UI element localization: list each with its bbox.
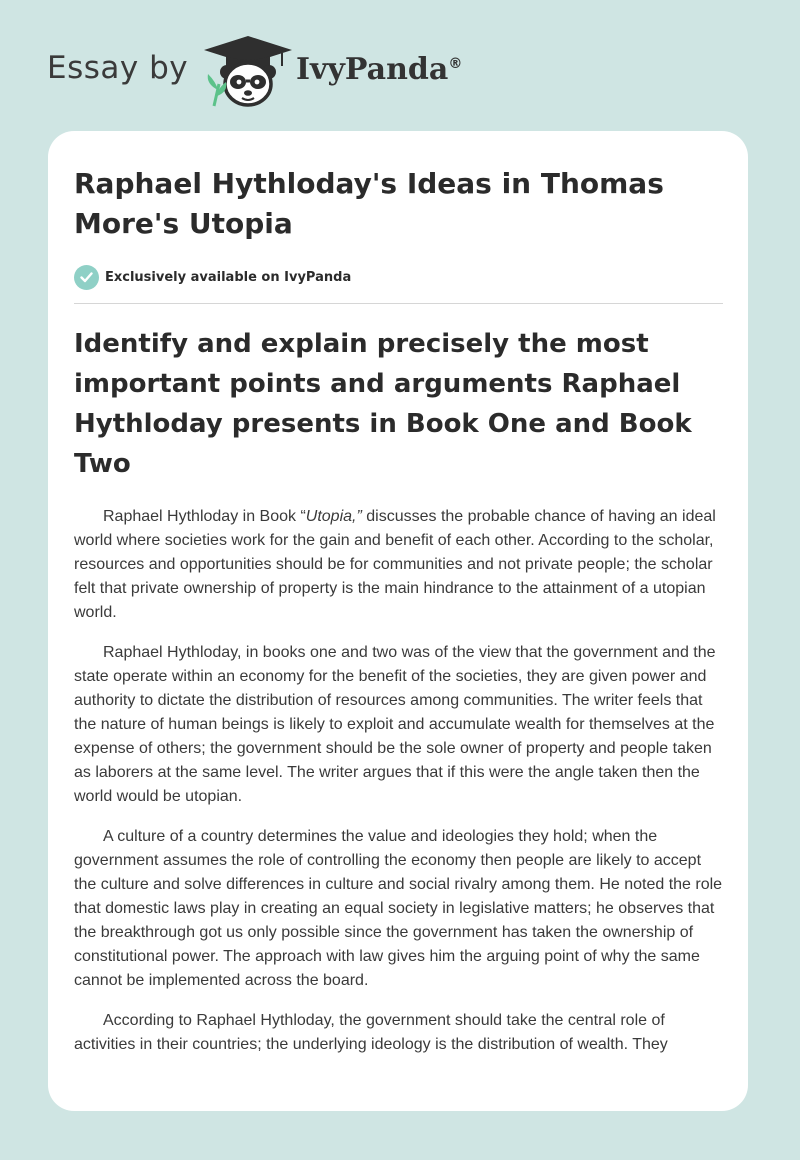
paragraph-1-rest: discusses the probable chance of having an ideal world where societies work for the gain and benefit of each other. According to the scholar, resources and opportunities should be for communities and not private people; the scholar felt that private ownership of property is the main hindrance to the attainment of a utopian world.	[74, 508, 716, 621]
paragraph-1-lead: Raphael Hythloday in Book “	[103, 508, 306, 525]
paragraph-1-italic: Utopia,”	[305, 508, 362, 525]
paragraph-2: Raphael Hythloday, in books one and two was of the view that the government and the state operate within an economy for the benefit of the societies, they are given power and authority to dictate the distribution of resources among communities. The writer feels that the nature of human beings is likely to exploit and accumulate wealth for themselves at the expense of others; the government should be the sole owner of property and people taken as laborers at the same level. The writer argues that if this were the angle taken then the world would be utopian.	[74, 644, 716, 805]
section-heading: Identify and explain precisely the most important points and arguments Raphael Hythloday presents in Book One and Book Two	[74, 329, 692, 479]
exclusive-badge	[74, 264, 351, 290]
essay-title: Raphael Hythloday's Ideas in Thomas More's Utopia	[74, 167, 664, 240]
exclusive-text: Exclusively available on IvyPanda	[105, 269, 352, 285]
site-header	[47, 30, 487, 110]
registered-mark: ®	[448, 56, 463, 72]
check-circle-icon	[74, 265, 99, 290]
panda-graduate-icon[interactable]	[202, 34, 294, 110]
paragraph-4: According to Raphael Hythloday, the government should take the central role of activities in their countries; the underlying ideology is the distribution of wealth. They	[74, 1012, 668, 1053]
brand-name-text: IvyPanda	[296, 52, 449, 87]
brand-prefix: Essay by	[47, 50, 189, 86]
paragraph-3: A culture of a country determines the value and ideologies they hold; when the government assumes the role of controlling the economy then people are likely to accept the culture and solve differences in culture and social rivalry among them. He noted the role that domestic laws play in creating an equal society in legislative matters; he observes that the breakthrough got us only possible since the government has taken the ownership of constitutional power. The approach with law gives him the arguing point of why the same cannot be implemented across the board.	[74, 828, 723, 989]
essay-body	[74, 505, 723, 1073]
divider	[74, 303, 723, 304]
essay-card	[48, 131, 748, 1111]
paragraph-1	[74, 505, 723, 625]
brand-name[interactable]	[296, 52, 462, 87]
